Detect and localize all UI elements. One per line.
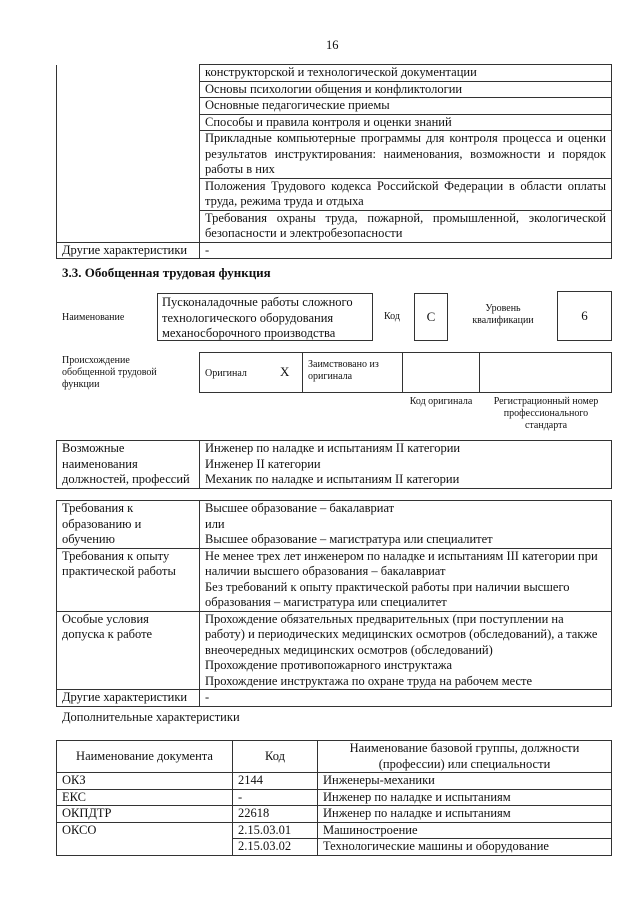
other-value: - [200,242,612,259]
requirement-label: Требования к опыту практической работы [57,548,200,611]
requirement-value [200,548,612,611]
doc-cell: ЕКС [57,789,233,806]
original-code-caption: Код оригинала [409,396,473,407]
name-cell: Инженер по наладке и испытаниям [318,789,612,806]
original-mark: X [280,364,290,379]
name-cell: Инженеры-механики [318,773,612,790]
knowledge-item: Положения Трудового кодекса Российской Федерации в области оплаты труда, режима труда и отдыха [200,178,612,210]
other-label: Другие характеристики [57,242,200,259]
knowledge-item: Основы психологии общения и конфликтологии [200,81,612,98]
borrowed-cell [302,352,403,393]
origin-label: Происхождение обобщенной трудовой функции [62,355,157,390]
requirement-line: Высшее образование – бакалавриат [205,501,395,515]
original-label: Оригинал [205,368,247,379]
table-row [57,773,612,790]
code-value: C [414,293,448,341]
knowledge-item: Прикладные компьютерные программы для контроля процесса и оценки результатов инструктирования: наименования, возможности и порядок работы в них [200,131,612,179]
knowledge-item: Способы и правила контроля и оценки знаний [200,114,612,131]
requirement-line: Прохождение противопожарного инструктажа [205,658,453,672]
name-cell: Технологические машины и оборудование [318,839,612,856]
code-cell: 2.15.03.02 [233,839,318,856]
requirement-label: Требования к образованию и обучению [57,501,200,549]
requirement-line: Прохождение обязательных предварительных (при поступлении на работу) и периодических медицинских осмотров (обследований), а также внеочередных медицинских осмотров (обследований) [205,611,598,657]
table-row [57,65,612,82]
level-label: Уровень квалификации [472,303,534,326]
code-cell: 2144 [233,773,318,790]
requirement-line: Без требований к опыту практической работы при наличии высшего образования – магистратура или специалитет [205,579,570,609]
additional-table [56,740,612,856]
position-item: Инженер II категории [205,456,321,471]
requirement-value: - [200,690,612,707]
name-label: Наименование [62,312,125,323]
borrowed-label: Заимствовано из оригинала [308,359,379,382]
requirement-line: Не менее трех лет инженером по наладке и испытаниям III категории при наличии высшего образования – бакалавриат [205,548,598,578]
doc-cell: ОКПДТР [57,806,233,823]
requirement-line: Высшее образование – магистратура или специалитет [205,532,493,546]
table-row [57,441,612,489]
reg-number-cell [479,352,612,393]
knowledge-item: Основные педагогические приемы [200,98,612,115]
table-header-row [57,741,612,773]
table-row [57,242,612,259]
doc-cell: ОКЗ [57,773,233,790]
original-code-cell [402,352,480,393]
code-label: Код [384,311,400,322]
additional-title: Дополнительные характеристики [62,710,240,724]
name-value: Пусконаладочные работы сложного технологического оборудования механосборочного производства [157,293,373,341]
position-item: Инженер по наладке и испытаниям II категории [205,441,461,455]
knowledge-table [56,64,612,259]
table-row [57,806,612,823]
name-cell: Инженер по наладке и испытаниям [318,806,612,823]
table-row [57,501,612,549]
header-code: Код [233,741,318,773]
section-title: 3.3. Обобщенная трудовая функция [62,265,271,280]
requirement-line: или [205,516,225,531]
position-item: Механик по наладке и испытаниям II категории [205,472,460,486]
table-row [57,822,612,839]
positions-label: Возможные наименования должностей, профессий [57,441,200,489]
level-value: 6 [557,291,612,341]
requirements-table [56,500,612,707]
header-doc: Наименование документа [57,741,233,773]
name-cell: Машиностроение [318,822,612,839]
table-row [57,611,612,690]
header-name: Наименование базовой группы, должности (профессии) или специальности [318,741,612,773]
knowledge-item: Требования охраны труда, пожарной, промышленной, экологической безопасности и электробезопасности [200,210,612,242]
original-cell [199,352,303,393]
positions-values [200,441,612,489]
table-row [57,548,612,611]
code-cell: 22618 [233,806,318,823]
requirement-value [200,501,612,549]
requirement-label: Другие характеристики [57,690,200,707]
requirement-line: Прохождение инструктажа по охране труда на рабочем месте [205,673,533,688]
code-cell: - [233,789,318,806]
table-row [57,690,612,707]
knowledge-item: конструкторской и технологической документации [200,65,612,82]
reg-number-caption: Регистрационный номер профессионального стандарта [493,396,599,431]
requirement-label: Особые условия допуска к работе [57,611,200,690]
code-cell: 2.15.03.01 [233,822,318,839]
table-row [57,789,612,806]
doc-cell: ОКСО [57,822,233,855]
requirement-value [200,611,612,690]
positions-table [56,440,612,489]
page-number: 16 [326,38,339,52]
